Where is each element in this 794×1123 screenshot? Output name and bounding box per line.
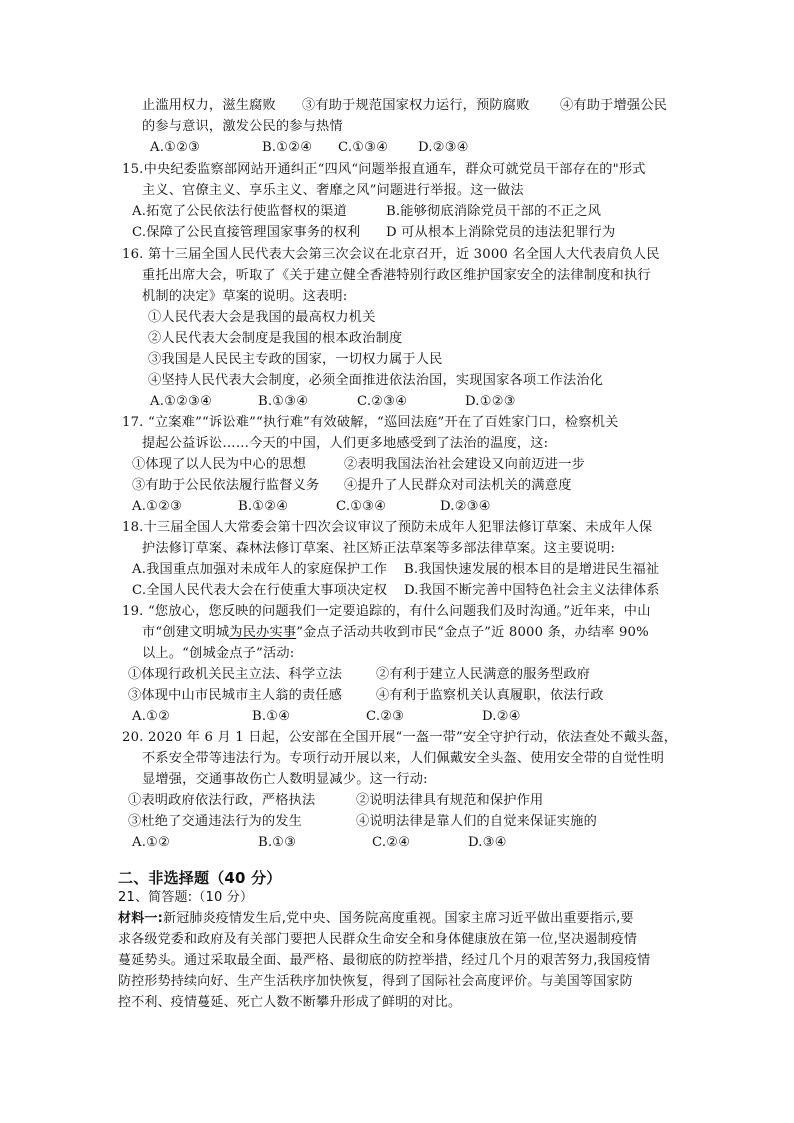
q14-statement-4a: ④有助于增强公民 <box>560 98 668 113</box>
q17-statement-3: ③有助于公民依法履行监督义务 <box>132 478 320 493</box>
q16-stem-line3: 机制的决定》草案的说明。这表明: <box>142 289 348 304</box>
q15-option-c: C.保障了公民直接管理国家事务的权利 <box>132 225 361 240</box>
material-1-line1 <box>118 909 634 929</box>
q19-stem-line3: 以上。“创城金点子”活动: <box>142 646 295 661</box>
q18-option-c: C.全国人民代表大会在行使重大事项决定权 <box>132 583 388 598</box>
q18-option-b: B.我国快速发展的根本目的是增进民生福祉 <box>404 562 660 577</box>
q14-option-c: C.①③④ <box>338 140 389 155</box>
q20-stem-line1: 20. 2020 年 6 月 1 日起，公安部在全国开展“一盔一带”安全守护行动，依法查处不戴头盔， <box>122 730 678 745</box>
q20-option-a: A.①② <box>132 835 171 850</box>
q17-option-c: C.①③④ <box>336 499 387 514</box>
q19-statement-2: ②有利于建立人民满意的服务型政府 <box>376 667 591 682</box>
q20-statement-2: ②说明法律具有规范和保护作用 <box>356 793 544 808</box>
q19-statement-3: ③体现中山市民城市主人翁的责任感 <box>128 688 343 703</box>
q19-option-a: A.①② <box>132 709 171 724</box>
material-1-text-line4: 防控形势持续向好、生产生活秩序加快恢复，得到了国际社会高度评价。与美国等国家防 <box>118 974 633 989</box>
q17-option-b: B.①②④ <box>238 499 289 514</box>
q20-statement-3: ③杜绝了交通违法行为的发生 <box>128 814 303 829</box>
q17-stem-line2: 提起公益诉讼……今天的中国，人们更多地感受到了法治的温度，这: <box>142 436 549 451</box>
material-1-label: 材料一: <box>118 911 163 926</box>
q16-option-b: B.①③④ <box>258 394 309 409</box>
q14-statement-4b: 的参与意识，激发公民的参与热情 <box>142 119 343 134</box>
q17-statement-1: ①体现了以人民为中心的思想 <box>132 457 307 472</box>
q19-statement-1: ①体现行政机关民主立法、科学立法 <box>128 667 343 682</box>
q20-option-b: B.①③ <box>258 835 297 850</box>
q16-statement-4: ④坚持人民代表大会制度，必须全面推进依法治国，实现国家各项工作法治化 <box>148 373 604 388</box>
q20-statement-4: ④说明法律是靠人们的自觉来保证实施的 <box>356 814 597 829</box>
q16-option-d: D.①②③ <box>465 394 516 409</box>
q16-option-c: C.②③④ <box>357 394 408 409</box>
material-1-text-line1: 新冠肺炎疫情发生后,党中央、国务院高度重视。国家主席习近平做出重要指示,要 <box>163 911 634 926</box>
material-1-text-line3: 蔓延势头。通过采取最全面、最严格、最彻底的防控举措，经过几个月的艰苦努力,我国疫情 <box>118 953 651 968</box>
q16-option-a: A.①②③④ <box>150 394 213 409</box>
q14-option-d: D.②③④ <box>418 140 469 155</box>
q19-line2-part-a: 市“创建文明城 <box>142 625 230 640</box>
q21-label: 21、简答题:（10 分） <box>118 890 254 905</box>
q14-statement-3: ③有助于规范国家权力运行，预防腐败 <box>302 98 530 113</box>
q17-statement-4: ④提升了人民群众对司法机关的满意度 <box>344 478 572 493</box>
q19-line2-part-b: ”金点子活动共收到市民“金点子”近 8000 条，办结率 90% <box>296 625 649 640</box>
q20-option-c: C.②④ <box>372 835 411 850</box>
q20-stem-line2: 不系安全带等违法行为。专项行动开展以来，人们佩戴安全头盔、使用安全带的自觉性明 <box>142 751 665 766</box>
q18-option-a: A.我国重点加强对未成年人的家庭保护工作 <box>132 562 388 577</box>
q17-option-d: D.②③④ <box>440 499 491 514</box>
q19-option-b: B.①④ <box>252 709 291 724</box>
q17-statement-2: ②表明我国法治社会建设又向前迈进一步 <box>344 457 585 472</box>
q19-stem-line1: 19. “您放心，您反映的问题我们一定要追踪的，有什么问题我们及时沟通。”近年来，中山 <box>122 604 651 619</box>
q18-option-d: D.我国不断完善中国特色社会主义法律体系 <box>404 583 660 598</box>
q20-stem-line3: 显增强，交通事故伤亡人数明显减少。这一行动: <box>142 772 428 787</box>
q15-stem-line2: 主义、官僚主义、享乐主义、奢靡之风”问题进行举报。这一做法 <box>142 183 524 198</box>
q15-option-b: B.能够彻底消除党员干部的不正之风 <box>386 204 602 219</box>
q15-option-d: D 可从根本上消除党员的违法犯罪行为 <box>386 225 616 240</box>
q16-stem-line2: 重托出席大会，听取了《关于建立健全香港特别行政区维护国家安全的法律制度和执行 <box>142 268 651 283</box>
q15-stem-line1: 15.中央纪委监察部网站开通纠正“四风“问题举报直通车，群众可就党员干部存在的"形式 <box>122 162 646 177</box>
material-1-text-line2: 求各级党委和政府及有关部门要把人民群众生命安全和身体健康放在第一位,坚决遏制疫情 <box>118 932 638 947</box>
q18-stem-line2: 护法修订草案、森林法修订草案、社区矫正法草案等多部法律草案。这主要说明: <box>142 541 616 556</box>
q20-statement-1: ①表明政府依法行政，严格执法 <box>128 793 316 808</box>
section-2-title: 二、非选择题（40 分） <box>118 869 282 887</box>
q19-option-c: C.②③ <box>366 709 405 724</box>
q15-option-a: A.拓宽了公民依法行使监督权的渠道 <box>132 204 347 219</box>
q19-stem-line2 <box>142 623 649 643</box>
q19-statement-4: ④有利于监察机关认真履职，依法行政 <box>376 688 604 703</box>
q16-stem-line1: 16. 第十三届全国人民代表大会第三次会议在北京召开，近 3000 名全国人大代表肩负人民 <box>122 247 660 262</box>
q17-option-a: A.①②③ <box>132 499 183 514</box>
q17-stem-line1: 17. “立案难”“诉讼难”“执行难”有效破解，“巡回法庭”开在了百姓家门口，检察机关 <box>122 415 619 430</box>
q20-option-d: D.③④ <box>468 835 507 850</box>
q16-statement-1: ①人民代表大会是我国的最高权力机关 <box>148 310 376 325</box>
q16-statement-3: ③我国是人民民主专政的国家，一切权力属于人民 <box>148 352 443 367</box>
q16-statement-2: ②人民代表大会制度是我国的根本政治制度 <box>148 331 403 346</box>
q19-underlined-phrase: 为民办实事 <box>229 625 297 640</box>
q14-stem-tail: 止滥用权力，滋生腐败 <box>142 98 276 113</box>
q14-option-b: B.①②④ <box>262 140 313 155</box>
material-1-text-line5: 控不利、疫情蔓延、死亡人数不断攀升形成了鲜明的对比。 <box>118 995 462 1010</box>
q14-option-a: A.①②③ <box>150 140 201 155</box>
q19-option-d: D.②④ <box>482 709 521 724</box>
q18-stem-line1: 18.十三届全国人大常委会第十四次会议审议了预防未成年人犯罪法修订草案、未成年人保 <box>122 520 653 535</box>
